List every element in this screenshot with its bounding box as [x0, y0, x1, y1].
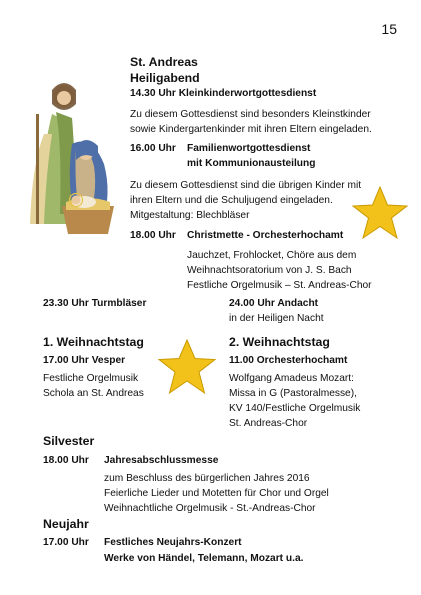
section-title-neujahr: Neujahr [43, 517, 89, 531]
nativity-illustration [22, 74, 122, 242]
section-title-heiligabend: Heiligabend [130, 71, 200, 85]
silvester-details [104, 471, 329, 516]
tower-brass: 23.30 Uhr Turmbläser [43, 298, 147, 309]
section-title-day1: 1. Weihnachtstag [43, 335, 144, 349]
neujahr-title: Festliches Neujahrs-Konzert [104, 537, 242, 548]
family-service-time: 16.00 Uhr [130, 143, 176, 154]
day1-line: Schola an St. Andreas [43, 388, 144, 399]
family-note-line: Mitgestaltung: Blechbläser [130, 210, 250, 221]
kids-note-line: sowie Kindergartenkinder mit ihren Eltern eingeladen. [130, 124, 372, 135]
silvester-line: zum Beschluss des bürgerlichen Jahres 2016 [104, 473, 310, 484]
family-service-sub: mit Kommunionausteilung [187, 158, 316, 169]
section-title-day2: 2. Weihnachtstag [229, 335, 330, 349]
mass-title: Christmette - Orchesterhochamt [187, 230, 344, 241]
neujahr-time: 17.00 Uhr [43, 537, 89, 548]
andacht-time: 24.00 Uhr Andacht [229, 298, 319, 309]
mass-line: Festliche Orgelmusik – St. Andreas-Chor [187, 280, 372, 291]
star-icon [352, 187, 408, 241]
family-service-note [130, 178, 361, 223]
section-title-silvester: Silvester [43, 434, 95, 448]
silvester-time: 18.00 Uhr [43, 455, 89, 466]
parish-title: St. Andreas [130, 55, 198, 69]
kids-service-time: 14.30 Uhr Kleinkinderwortgottesdienst [130, 88, 317, 99]
neujahr-details: Werke von Händel, Telemann, Mozart u.a. [104, 553, 304, 564]
day2-details [229, 371, 360, 431]
day1-line: Festliche Orgelmusik [43, 373, 139, 384]
mass-line: Jauchzet, Frohlocket, Chöre aus dem [187, 250, 357, 261]
silvester-line: Weihnachtliche Orgelmusik - St.-Andreas-Chor [104, 503, 316, 514]
page-number: 15 [381, 21, 397, 37]
mass-line: Weihnachtsoratorium von J. S. Bach [187, 265, 352, 276]
day2-line: Missa in G (Pastoralmesse), [229, 388, 357, 399]
day2-line: Wolfgang Amadeus Mozart: [229, 373, 354, 384]
day2-time: 11.00 Orchesterhochamt [229, 355, 348, 366]
kids-note-line: Zu diesem Gottesdienst sind besonders Kleinstkinder [130, 109, 371, 120]
family-note-line: Zu diesem Gottesdienst sind die übrigen Kinder mit [130, 180, 362, 191]
day2-line: KV 140/Festliche Orgelmusik [229, 403, 361, 414]
family-note-line: ihren Eltern und die Schuljugend eingeladen. [130, 195, 333, 206]
day2-line: St. Andreas-Chor [229, 418, 308, 429]
star-icon [158, 340, 216, 396]
day1-time: 17.00 Uhr Vesper [43, 355, 126, 366]
kids-service-note [130, 107, 372, 137]
silvester-line: Feierliche Lieder und Motetten für Chor und Orgel [104, 488, 329, 499]
mass-time: 18.00 Uhr [130, 230, 176, 241]
andacht-sub: in der Heiligen Nacht [229, 313, 324, 324]
mass-details [187, 248, 372, 293]
silvester-title: Jahresabschlussmesse [104, 455, 219, 466]
day1-details [43, 371, 144, 401]
family-service-title: Familienwortgottesdienst [187, 143, 311, 154]
